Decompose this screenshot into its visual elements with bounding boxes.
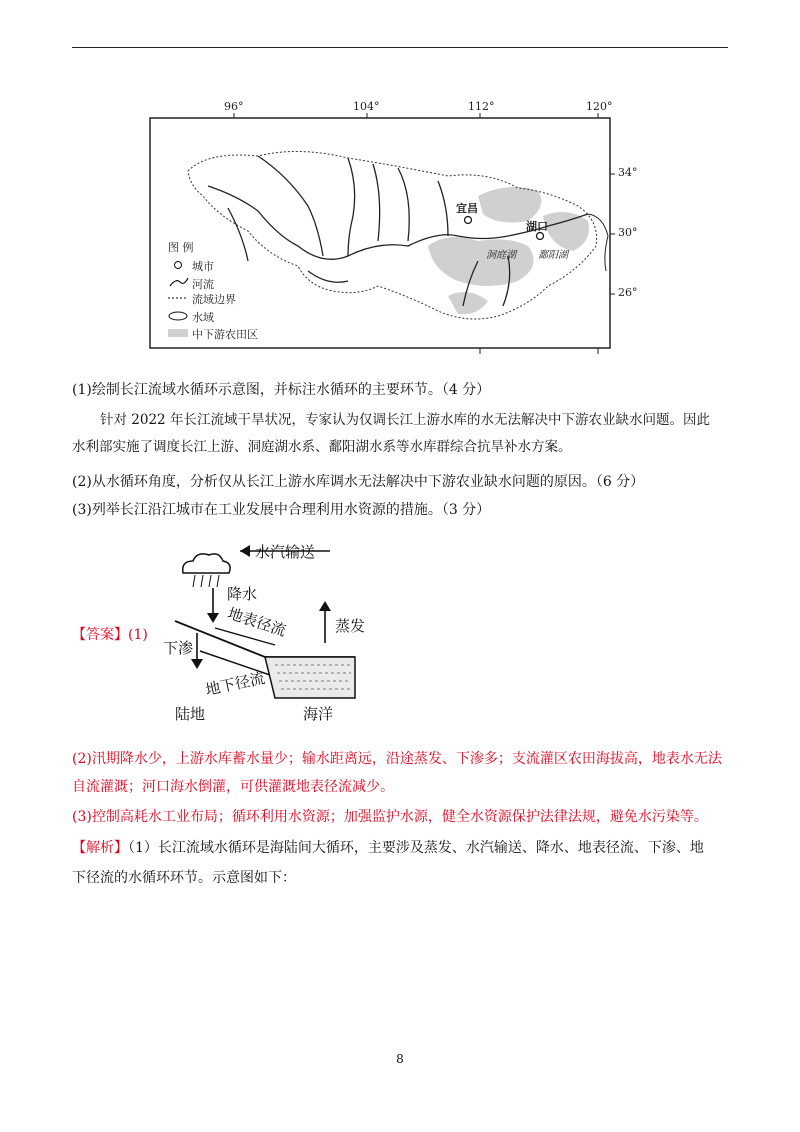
label-groundwater-runoff: 地下径流 (203, 668, 267, 700)
legend-title: 图 例 (168, 241, 194, 254)
legend-city: 城市 (192, 260, 214, 273)
analysis-line2: 下径流的水循环环节。示意图如下： (72, 870, 296, 886)
question-intro-line2: 水利部实施了调度长江上游、洞庭湖水系、鄱阳湖水系等水库群综合抗旱补水方案。 (72, 439, 572, 455)
question-intro-line1: 针对 2022 年长江流域干旱状况，专家认为仅调长江上游水库的水无法解决中下游农业缺水问题。因此 (100, 412, 710, 428)
legend-farmland: 中下游农田区 (192, 328, 258, 341)
lon-tick-96: 96° (224, 100, 244, 113)
label-precipitation: 降水 (227, 585, 258, 603)
lake-dongting-label: 洞庭湖 (486, 250, 516, 261)
lake-poyang-label: 鄱阳湖 (538, 250, 568, 261)
city-yichang-marker (465, 217, 472, 224)
analysis-line1 (72, 838, 704, 858)
legend-basin-boundary: 流域边界 (192, 293, 236, 306)
city-yichang-label: 宜昌 (456, 202, 478, 215)
label-evaporation: 蒸发 (335, 617, 366, 635)
label-infiltration: 下渗 (163, 639, 194, 657)
answer-2-line1: (2)汛期降水少，上游水库蓄水量少；输水距离远，沿途蒸发、下渗多；支流灌区农田海拔高，地表水无法 (72, 751, 722, 767)
label-vapor-transport: 水汽输送 (255, 543, 316, 561)
answer-tag-label: 【答案】 (72, 627, 128, 643)
answer-2-line2: 自流灌溉；河口海水倒灌，可供灌溉地表径流减少。 (72, 779, 394, 795)
legend-river: 河流 (192, 278, 214, 291)
yangtze-basin-map (148, 96, 668, 358)
analysis-tag: 【解析】 (72, 840, 128, 856)
lat-tick-30: 30° (618, 226, 638, 239)
lon-tick-112: 112° (468, 100, 495, 113)
label-ocean: 海洋 (303, 705, 334, 723)
answer-tag (72, 624, 148, 644)
legend-water: 水域 (192, 311, 214, 324)
lon-tick-120: 120° (586, 100, 613, 113)
city-hukou-label: 湖口 (526, 220, 548, 233)
analysis-text-1: （1）长江流域水循环是海陆间大循环，主要涉及蒸发、水汽输送、降水、地表径流、下渗、地 (128, 840, 704, 856)
lon-tick-104: 104° (353, 100, 380, 113)
lat-tick-34: 34° (618, 166, 638, 179)
header-rule (72, 47, 728, 48)
page-number: 8 (396, 1052, 404, 1066)
water-cycle-diagram (155, 533, 370, 725)
question-3: (3)列举长江沿江城市在工业发展中合理利用水资源的措施。（3 分） (72, 502, 491, 518)
lat-tick-26: 26° (618, 286, 638, 299)
answer-number: (1) (128, 627, 148, 643)
label-surface-runoff: 地表径流 (225, 604, 289, 640)
question-2: (2)从水循环角度，分析仅从长江上游水库调水无法解决中下游农业缺水问题的原因。（6 分） (72, 474, 645, 490)
question-1: (1)绘制长江流域水循环示意图，并标注水循环的主要环节。（4 分） (72, 382, 491, 398)
label-land: 陆地 (175, 705, 206, 723)
answer-3: (3)控制高耗水工业布局；循环利用水资源；加强监护水源，健全水资源保护法律法规，避免水污染等。 (72, 809, 708, 825)
map-drawing (148, 96, 668, 358)
